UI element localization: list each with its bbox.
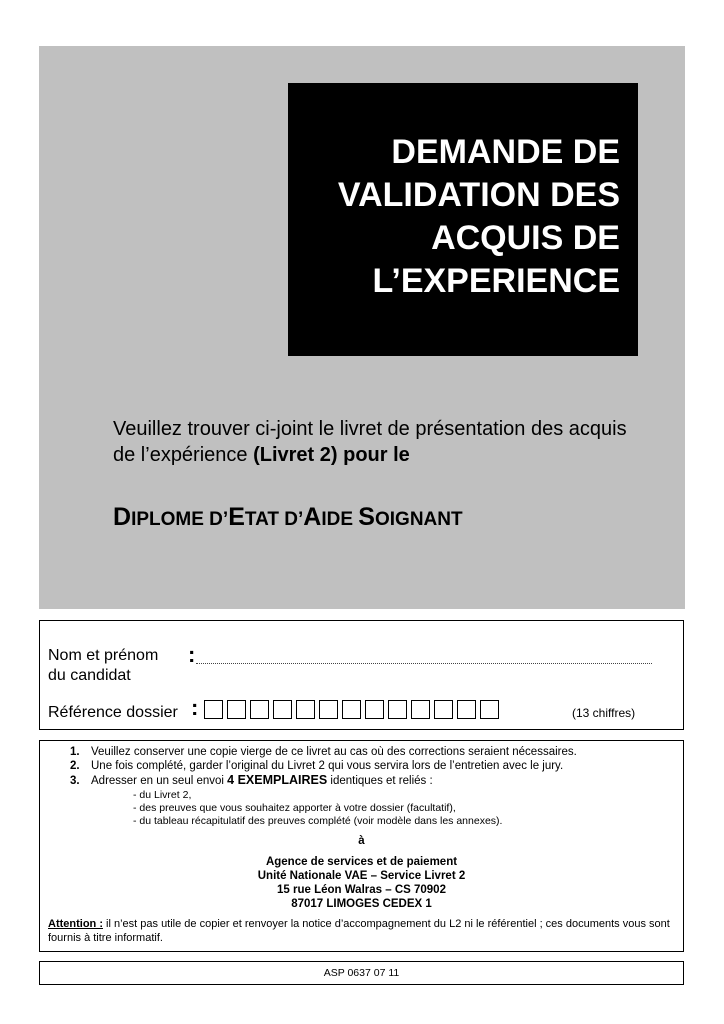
instruction-bold: 4 EXEMPLAIRES xyxy=(227,773,328,787)
title-line-3: ACQUIS DE xyxy=(431,219,620,257)
form-reference-footer: ASP 0637 07 11 xyxy=(39,961,684,985)
reference-label: Référence dossier xyxy=(48,704,178,721)
attention-text: il n’est pas utile de copier et renvoyer la notice d’accompagnement du L2 ni le référentiel ; ces documents vous sont fournis à titre informatif. xyxy=(48,918,670,944)
instruction-text: Adresser en un seul envoi xyxy=(91,775,228,787)
reference-digit-box[interactable] xyxy=(411,700,430,719)
instruction-text: Veuillez conserver une copie vierge de ce livret au cas où des corrections seraient nécessaires. xyxy=(91,746,577,758)
reference-colon: : xyxy=(191,695,199,720)
digits-note: (13 chiffres) xyxy=(572,706,636,720)
name-colon: : xyxy=(188,642,196,667)
attention-label: Attention : xyxy=(48,918,103,930)
address-line: Unité Nationale VAE – Service Livret 2 xyxy=(257,870,466,882)
reference-digit-box[interactable] xyxy=(342,700,361,719)
instruction-number: 2. xyxy=(70,760,80,772)
diploma-part: IDE xyxy=(321,509,359,530)
diploma-part: S xyxy=(358,503,375,531)
address-line: 15 rue Léon Walras – CS 70902 xyxy=(277,884,446,896)
name-label-line-1: Nom et prénom xyxy=(48,647,159,664)
diploma-title xyxy=(113,503,463,532)
reference-digit-boxes[interactable] xyxy=(204,700,499,719)
reference-digit-box[interactable] xyxy=(434,700,453,719)
address-to: à xyxy=(358,835,365,847)
reference-digit-box[interactable] xyxy=(227,700,246,719)
intro-text-plain: Veuillez trouver ci-joint le livret de présentation des acquis de l’expérience xyxy=(113,418,627,466)
reference-digit-box[interactable] xyxy=(204,700,223,719)
instruction-item xyxy=(70,773,433,788)
instruction-item xyxy=(70,759,563,773)
instruction-number: 1. xyxy=(70,746,80,758)
intro-text xyxy=(113,416,633,468)
diploma-part: D xyxy=(113,503,132,531)
name-label-line-2: du candidat xyxy=(48,667,131,684)
title-line-1: DEMANDE DE xyxy=(391,133,620,171)
sub-item: - des preuves que vous souhaitez apporter à votre dossier (facultatif), xyxy=(133,802,456,814)
diploma-part: TAT D’ xyxy=(244,509,304,530)
reference-digit-box[interactable] xyxy=(457,700,476,719)
instruction-text: identiques et reliés : xyxy=(327,775,433,787)
reference-digit-box[interactable] xyxy=(250,700,269,719)
reference-digit-box[interactable] xyxy=(480,700,499,719)
instruction-text: Une fois complété, garder l’original du Livret 2 qui vous servira lors de l’entretien avec le jury. xyxy=(91,760,564,772)
diploma-part: OIGNANT xyxy=(374,509,463,530)
name-field[interactable] xyxy=(196,663,652,664)
reference-digit-box[interactable] xyxy=(365,700,384,719)
instruction-item xyxy=(70,745,577,759)
reference-digit-box[interactable] xyxy=(388,700,407,719)
diploma-part: IPLOME D’ xyxy=(131,509,229,530)
intro-text-bold: (Livret 2) pour le xyxy=(253,444,410,466)
document-title xyxy=(288,83,638,356)
sub-item: - du tableau récapitulatif des preuves complété (voir modèle dans les annexes). xyxy=(133,815,503,827)
address-line: 87017 LIMOGES CEDEX 1 xyxy=(291,898,432,910)
reference-digit-box[interactable] xyxy=(296,700,315,719)
title-line-2: VALIDATION DES xyxy=(337,176,620,214)
diploma-part: A xyxy=(303,503,322,531)
sub-item: - du Livret 2, xyxy=(133,789,192,801)
instruction-number: 3. xyxy=(70,775,80,787)
attention-note xyxy=(48,917,680,945)
address-line: Agence de services et de paiement xyxy=(265,856,458,868)
name-label xyxy=(48,646,158,686)
title-line-4: L’EXPERIENCE xyxy=(372,262,620,300)
diploma-part: E xyxy=(228,503,245,531)
reference-digit-box[interactable] xyxy=(319,700,338,719)
reference-digit-box[interactable] xyxy=(273,700,292,719)
